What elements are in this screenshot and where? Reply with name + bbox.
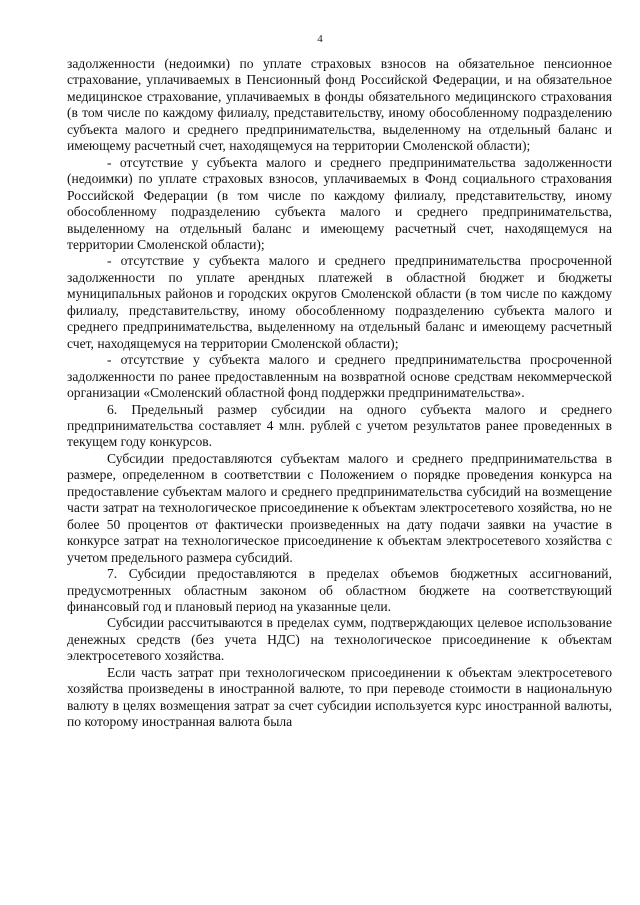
paragraph-item-6: 6. Предельный размер субсидии на одного субъекта малого и среднего предпринимательства составляет 4 млн. рублей с учетом результатов ранее проведенных в текущем году конкурсов. xyxy=(67,401,612,450)
paragraph-foreign-currency: Если часть затрат при технологическом присоединении к объектам электросетевого хозяйства произведены в иностранной валюте, то при переводе стоимости в национальную валюту в целях возмещения затрат за счет субсидии используется курс иностранной валюты, по которому иностранная валюта была xyxy=(67,664,612,730)
paragraph-subsidy-amount: Субсидии предоставляются субъектам малого и среднего предпринимательства в размере, определенном в соответствии с Положением о порядке проведения конкурса на предоставление субъектам малого и среднего предпринимательства субсидий на возмещение части затрат на технологическое присоединение к объектам электросетевого хозяйства, но не более 50 процентов от фактически произведенных на дату подачи заявки на участие в конкурсе затрат на технологическое присоединение к объектам электросетевого хозяйства с учетом предельного размера субсидий. xyxy=(67,450,612,565)
paragraph-item-7: 7. Субсидии предоставляются в пределах объемов бюджетных ассигнований, предусмотренных областным законом об областном бюджете на соответствующий финансовый год и плановый период на указанные цели. xyxy=(67,566,612,614)
document-body xyxy=(67,56,612,731)
paragraph-subsidy-calculation: Субсидии рассчитываются в пределах сумм, подтверждающих целевое использование денежных средств (без учета НДС) на технологическое присоединение к объектам электросетевого хозяйства. xyxy=(67,615,612,664)
paragraph-rent-debt: - отсутствие у субъекта малого и среднего предпринимательства просроченной задолженности по уплате арендных платежей в областной бюджет и бюджеты муниципальных районов и городских округов Смоленской области (в том числе по каждому филиалу, представительству, иному обособленному подразделению субъекта малого и среднего предпринимательства, выделенному на отдельный баланс и имеющему расчетный счет, находящемуся на территории Смоленской области); xyxy=(67,253,612,351)
page-number: 4 xyxy=(317,33,323,45)
paragraph-fss-debt: - отсутствие у субъекта малого и среднего предпринимательства задолженности (недоимки) по уплате страховых взносов, уплачиваемых в Фонд социального страхования Российской Федерации (в том числе по каждому филиалу, представительству, иному обособленному подразделению субъекта малого и среднего предпринимательства, выделенному на отдельный баланс и имеющему расчетный счет, находящемуся на территории Смоленской области); xyxy=(67,154,612,252)
paragraph-fund-debt: - отсутствие у субъекта малого и среднего предпринимательства просроченной задолженности по ранее предоставленным на возвратной основе средствам некоммерческой организации «Смоленский областной фонд поддержки предпринимательства». xyxy=(67,352,612,401)
paragraph-continuation: задолженности (недоимки) по уплате страховых взносов на обязательное пенсионное страхование, уплачиваемых в Пенсионный фонд Российской Федерации, и на обязательное медицинское страхование, уплачиваемых в фонды обязательного медицинского страхования (в том числе по каждому филиалу, представительству, иному обособленному подразделению субъекта малого и среднего предпринимательства, выделенному на отдельный баланс и имеющему расчетный счет, находящемуся на территории Смоленской области); xyxy=(67,56,612,154)
